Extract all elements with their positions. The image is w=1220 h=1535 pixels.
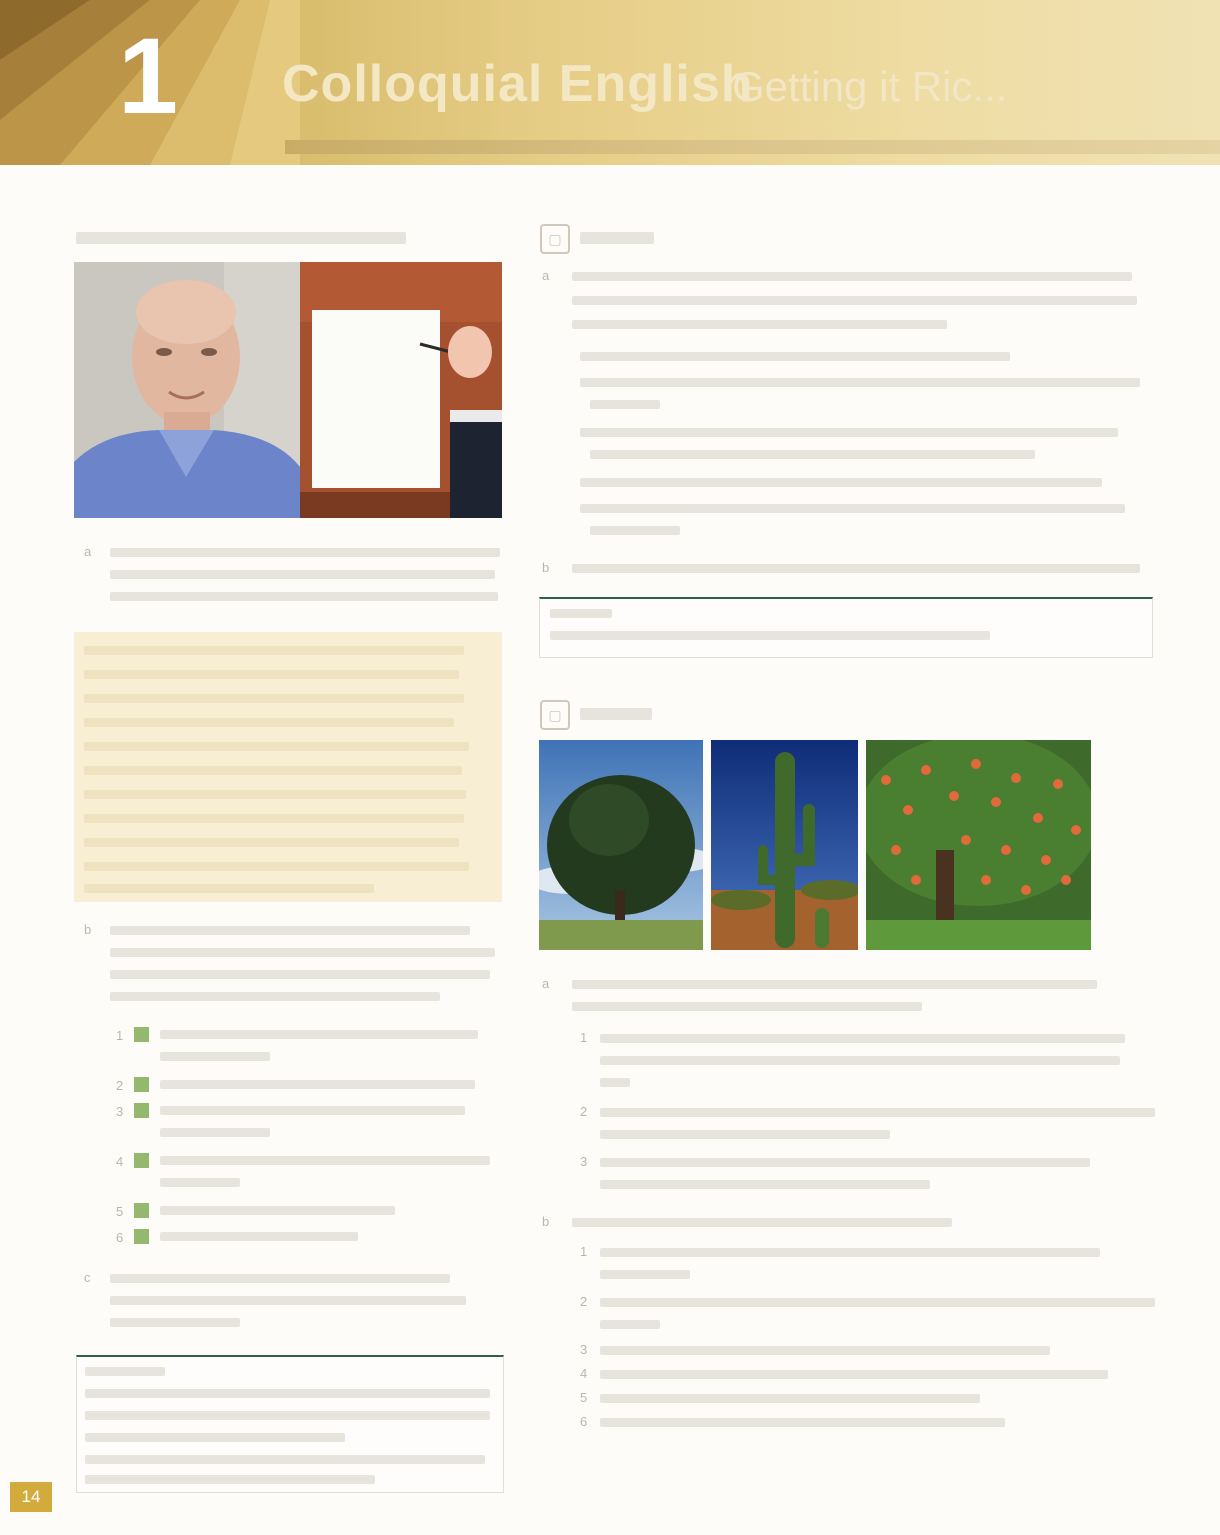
text-line xyxy=(600,1320,660,1329)
text-line xyxy=(85,1455,485,1464)
unit-title: Colloquial English xyxy=(282,55,754,113)
text-line xyxy=(110,1296,466,1305)
text-line xyxy=(600,1078,630,1087)
tree-photo xyxy=(539,740,703,950)
text-line xyxy=(110,926,470,935)
text-line xyxy=(85,1433,345,1442)
text-line xyxy=(84,790,466,799)
text-line xyxy=(84,838,459,847)
text-line xyxy=(580,504,1125,513)
text-line xyxy=(600,1394,980,1403)
text-line xyxy=(600,1180,930,1189)
text-line xyxy=(85,1411,490,1420)
text-line xyxy=(84,718,454,727)
section-heading-left xyxy=(76,232,406,244)
checkbox[interactable] xyxy=(134,1153,149,1168)
text-line xyxy=(600,1130,890,1139)
item-number: c xyxy=(84,1270,91,1285)
text-line xyxy=(572,272,1132,281)
text-line xyxy=(84,862,469,871)
text-line xyxy=(580,478,1102,487)
section-icon: ▢ xyxy=(540,224,570,254)
text-line xyxy=(110,970,490,979)
paper-photo xyxy=(300,262,502,518)
text-line xyxy=(550,609,612,618)
checkbox[interactable] xyxy=(134,1203,149,1218)
text-line xyxy=(590,450,1035,459)
item-number: b xyxy=(84,922,92,937)
text-line xyxy=(160,1178,240,1187)
text-line xyxy=(160,1052,270,1061)
info-box xyxy=(74,632,502,902)
header-strip xyxy=(285,140,1220,154)
checkbox[interactable] xyxy=(134,1077,149,1092)
text-line xyxy=(160,1080,475,1089)
checkbox[interactable] xyxy=(134,1027,149,1042)
text-line xyxy=(600,1346,1050,1355)
text-line xyxy=(580,352,1010,361)
text-line xyxy=(160,1128,270,1137)
text-line xyxy=(160,1206,395,1215)
text-line xyxy=(600,1056,1120,1065)
glossary-box-right xyxy=(539,597,1153,658)
text-line xyxy=(572,564,1140,573)
text-line xyxy=(84,884,374,893)
man-photo xyxy=(74,262,300,518)
text-line xyxy=(572,296,1137,305)
cactus-photo xyxy=(711,740,858,950)
text-line xyxy=(84,646,464,655)
text-line xyxy=(85,1367,165,1376)
text-line xyxy=(600,1298,1155,1307)
text-line xyxy=(160,1156,490,1165)
text-line xyxy=(590,526,680,535)
apple-tree-photo xyxy=(866,740,1091,950)
text-line xyxy=(572,1002,922,1011)
text-line xyxy=(110,592,498,601)
text-line xyxy=(600,1158,1090,1167)
section-heading xyxy=(580,232,654,244)
text-line xyxy=(84,670,459,679)
section-heading xyxy=(580,708,652,720)
text-line xyxy=(85,1475,375,1484)
page-number: 14 xyxy=(10,1482,52,1512)
text-line xyxy=(590,400,660,409)
text-line xyxy=(84,814,464,823)
text-line xyxy=(580,428,1118,437)
text-line xyxy=(160,1106,465,1115)
text-line xyxy=(110,1318,240,1327)
text-line xyxy=(110,948,495,957)
checkbox[interactable] xyxy=(134,1103,149,1118)
unit-header xyxy=(0,0,1220,165)
section-icon: ▢ xyxy=(540,700,570,730)
text-line xyxy=(600,1270,690,1279)
text-line xyxy=(110,570,495,579)
unit-number: 1 xyxy=(118,15,179,136)
item-number: a xyxy=(84,544,92,559)
text-line xyxy=(160,1030,478,1039)
text-line xyxy=(600,1108,1155,1117)
text-line xyxy=(600,1370,1108,1379)
text-line xyxy=(110,1274,450,1283)
text-line xyxy=(160,1232,358,1241)
text-line xyxy=(600,1248,1100,1257)
text-line xyxy=(572,980,1097,989)
text-line xyxy=(110,992,440,1001)
text-line xyxy=(572,1218,952,1227)
text-line xyxy=(580,378,1140,387)
glossary-box-left xyxy=(76,1355,504,1493)
text-line xyxy=(85,1389,490,1398)
text-line xyxy=(550,631,990,640)
text-line xyxy=(600,1418,1005,1427)
text-line xyxy=(84,694,464,703)
text-line xyxy=(110,548,500,557)
text-line xyxy=(572,320,947,329)
checkbox[interactable] xyxy=(134,1229,149,1244)
unit-subtitle: Getting it Ric... xyxy=(732,63,1008,110)
text-line xyxy=(84,766,462,775)
text-line xyxy=(84,742,469,751)
text-line xyxy=(600,1034,1125,1043)
